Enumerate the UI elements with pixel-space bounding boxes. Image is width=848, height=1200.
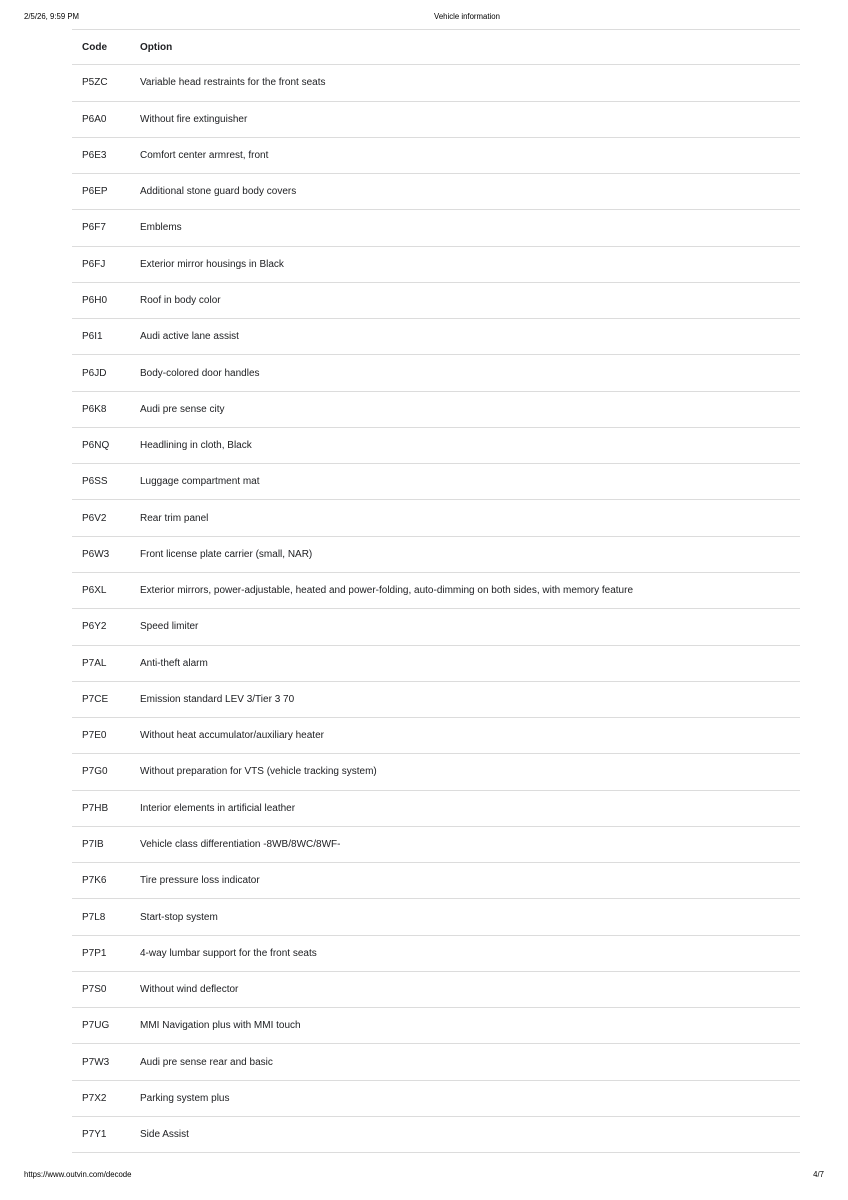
code-cell: P6FJ	[82, 258, 106, 270]
option-cell: Emblems	[140, 222, 182, 234]
print-footer	[24, 1170, 824, 1182]
option-cell: Without fire extinguisher	[140, 113, 248, 125]
code-cell: P7AL	[82, 657, 107, 669]
code-cell: P6Y2	[82, 621, 107, 633]
table-row	[72, 754, 800, 790]
option-cell: Headlining in cloth, Black	[140, 440, 252, 452]
table-row	[72, 1081, 800, 1117]
table-row	[72, 972, 800, 1008]
table-row	[72, 718, 800, 754]
code-cell: P7P1	[82, 947, 107, 959]
option-cell: MMI Navigation plus with MMI touch	[140, 1020, 301, 1032]
option-cell: Speed limiter	[140, 621, 199, 633]
option-cell: Additional stone guard body covers	[140, 186, 297, 198]
code-cell: P7S0	[82, 984, 107, 996]
table-row	[72, 936, 800, 972]
table-row	[72, 1008, 800, 1044]
code-cell: P7Y1	[82, 1129, 107, 1141]
print-datetime: 2/5/26, 9:59 PM	[24, 12, 80, 21]
vehicle-options-table	[72, 29, 800, 1153]
table-row	[72, 573, 800, 609]
table-row	[72, 464, 800, 500]
table-row	[72, 791, 800, 827]
code-cell: P6F7	[82, 222, 106, 234]
option-cell: Exterior mirror housings in Black	[140, 258, 284, 270]
table-header-row	[72, 30, 800, 65]
page-number: 4/7	[813, 1170, 824, 1179]
code-cell: P7HB	[82, 802, 109, 814]
print-url: https://www.outvin.com/decode	[24, 1170, 132, 1179]
code-cell: P7L8	[82, 911, 106, 923]
option-cell: Without wind deflector	[140, 984, 239, 996]
code-cell: P7IB	[82, 839, 104, 850]
option-cell: Audi pre sense city	[140, 403, 225, 415]
table-row	[72, 428, 800, 464]
table-row	[72, 500, 800, 536]
table-row	[72, 827, 800, 863]
code-cell: P7K6	[82, 875, 107, 887]
table-row	[72, 283, 800, 319]
table-row	[72, 247, 800, 283]
option-cell: Front license plate carrier (small, NAR)	[140, 548, 313, 560]
table-row	[72, 863, 800, 899]
code-cell: P6W3	[82, 548, 110, 560]
column-header-option: Option	[140, 41, 173, 53]
option-cell: Audi active lane assist	[140, 331, 239, 343]
option-cell: Interior elements in artificial leather	[140, 802, 296, 814]
code-cell: P7UG	[82, 1020, 110, 1032]
code-cell: P6H0	[82, 295, 108, 307]
table-body	[72, 65, 800, 1153]
code-cell: P7W3	[82, 1056, 110, 1068]
option-cell: Comfort center armrest, front	[140, 149, 269, 161]
option-cell: Audi pre sense rear and basic	[140, 1056, 273, 1068]
option-cell: Luggage compartment mat	[140, 476, 260, 488]
option-cell: Start-stop system	[140, 911, 218, 923]
code-cell: P7X2	[82, 1092, 107, 1104]
code-cell: P6A0	[82, 113, 107, 125]
code-cell: P6JD	[82, 367, 107, 379]
table-row	[72, 392, 800, 428]
option-cell: 4-way lumbar support for the front seats	[140, 947, 317, 959]
code-cell: P6V2	[82, 512, 107, 524]
option-cell: Side Assist	[140, 1129, 189, 1141]
option-cell: Vehicle class differentiation -8WB/8WC/8WF-	[140, 839, 341, 850]
code-cell: P7CE	[82, 693, 109, 705]
table-row	[72, 609, 800, 645]
option-cell: Without heat accumulator/auxiliary heater	[140, 730, 324, 742]
option-cell: Emission standard LEV 3/Tier 3 70	[140, 693, 295, 705]
option-cell: Variable head restraints for the front seats	[140, 77, 326, 89]
option-cell: Rear trim panel	[140, 512, 209, 524]
code-cell: P6I1	[82, 331, 103, 343]
option-cell: Exterior mirrors, power-adjustable, heated and power-folding, auto-dimming on both sides, with memory feature	[140, 585, 634, 597]
table-row	[72, 138, 800, 174]
code-cell: P6K8	[82, 403, 107, 415]
print-header	[24, 12, 824, 24]
table-row	[72, 1044, 800, 1080]
code-cell: P6XL	[82, 585, 107, 597]
code-cell: P7E0	[82, 730, 107, 742]
print-title: Vehicle information	[434, 12, 500, 21]
table-row	[72, 682, 800, 718]
option-cell: Parking system plus	[140, 1092, 230, 1104]
option-cell: Roof in body color	[140, 295, 221, 307]
table-row	[72, 1117, 800, 1153]
column-header-code: Code	[82, 41, 107, 53]
table-row	[72, 355, 800, 391]
code-cell: P6E3	[82, 149, 107, 161]
table-row	[72, 102, 800, 138]
code-cell: P7G0	[82, 766, 108, 778]
code-cell: P5ZC	[82, 77, 108, 89]
table-row	[72, 537, 800, 573]
option-cell: Without preparation for VTS (vehicle tracking system)	[140, 766, 377, 778]
option-cell: Body-colored door handles	[140, 367, 260, 379]
table-row	[72, 319, 800, 355]
code-cell: P6EP	[82, 186, 108, 198]
table-row	[72, 174, 800, 210]
table-row	[72, 65, 800, 101]
option-cell: Tire pressure loss indicator	[140, 875, 260, 887]
table-row	[72, 899, 800, 935]
code-cell: P6SS	[82, 476, 108, 488]
code-cell: P6NQ	[82, 440, 110, 452]
option-cell: Anti-theft alarm	[140, 657, 208, 669]
table-row	[72, 210, 800, 246]
table-row	[72, 646, 800, 682]
